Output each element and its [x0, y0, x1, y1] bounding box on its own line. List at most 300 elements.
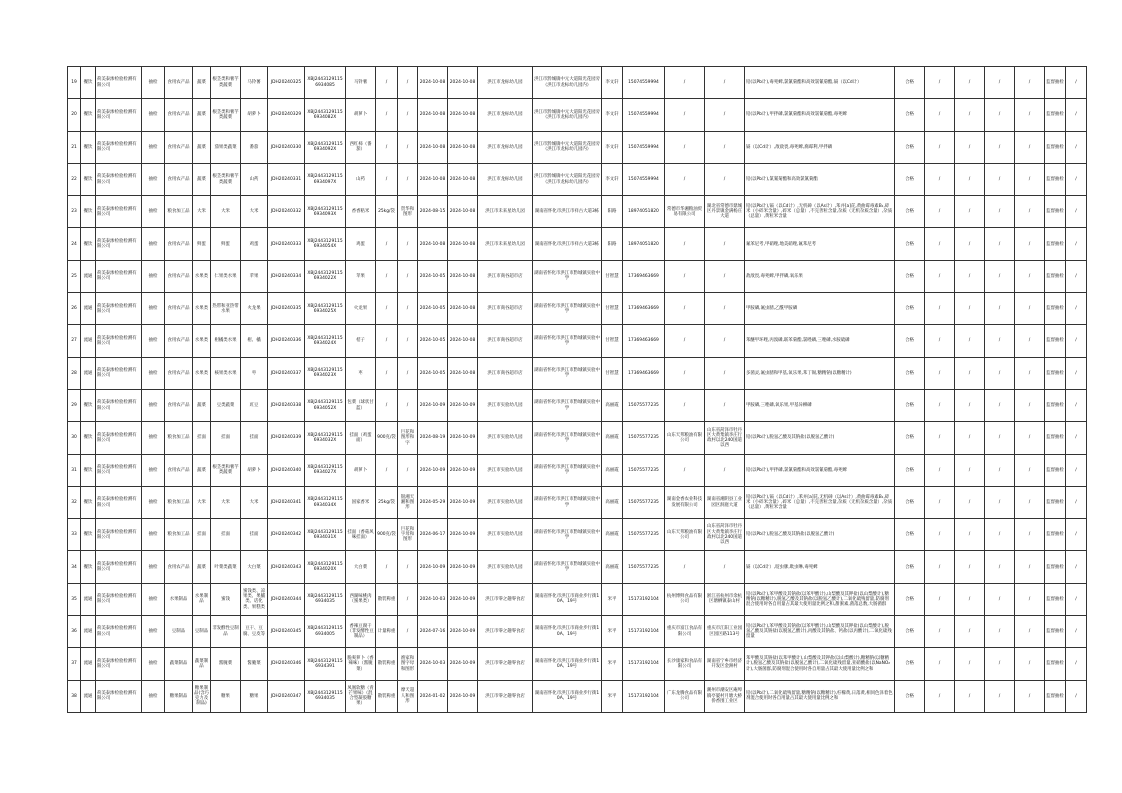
category-3-cell: 非发酵性豆制品: [211, 616, 241, 648]
spec-cell: 计量称重: [376, 616, 398, 648]
food-name-cell: 糖果: [241, 680, 268, 712]
remark-cell: /: [1066, 680, 1087, 712]
test-items-cell: 铅(以Pb计),二氧化硫残留量,糖精钠(以糖精计),柠檬黄,日落黄,相同色泽着色剂混合使用时各自用量占其最大使用量比例之和: [745, 680, 895, 712]
remark-cell: /: [1066, 422, 1087, 454]
sampling-date-cell: 2024-10-08: [448, 163, 478, 195]
manufacturer-cell: /: [665, 357, 705, 389]
inspection-agency-cell: 荷美泰渗检验检测有限公司: [96, 680, 142, 712]
contact-cell: 高丽霞: [602, 422, 623, 454]
task-type-cell: 监督抽检: [1045, 325, 1066, 357]
category-1-cell: 食用农产品: [165, 357, 193, 389]
row-number: 32: [68, 486, 81, 518]
environment-cell: 餐饮: [81, 163, 96, 195]
manufacturer-cell: /: [665, 389, 705, 421]
row-number: 27: [68, 325, 81, 357]
brand-cell: /: [398, 67, 418, 99]
task-type-cell: 监督抽检: [1045, 680, 1066, 712]
task-type-cell: 监督抽检: [1045, 551, 1066, 583]
inspection-type-cell: 抽检: [142, 389, 165, 421]
table-row: [68, 680, 1087, 712]
sampled-unit-cell: 洪江市实验幼儿园: [478, 389, 533, 421]
remark-cell: /: [1066, 228, 1087, 260]
category-1-cell: 蔬菜制品: [165, 648, 193, 680]
note-cell: /: [1015, 99, 1045, 131]
test-items-cell: 铅(以Pb计),甲拌磷,氯氰菊酯和高效氯氰菊酯,毒死蜱: [745, 454, 895, 486]
table-row: [68, 422, 1087, 454]
brand-cell: /: [398, 131, 418, 163]
remark-cell: /: [1066, 131, 1087, 163]
production-date-cell: 2024-08-15: [418, 196, 448, 228]
manufacturer-cell: 长沙康家和食品有限公司: [665, 648, 705, 680]
sampled-address-cell: 湖南省怀化市洪江市黔城镇实验中学: [533, 357, 602, 389]
note-cell: /: [1015, 422, 1045, 454]
inspection-type-cell: 抽检: [142, 422, 165, 454]
sampled-unit-cell: 洪江市龙标幼儿园: [478, 67, 533, 99]
task-type-cell: 监督抽检: [1045, 228, 1066, 260]
environment-cell: 流通: [81, 680, 96, 712]
category-3-cell: 糖果: [211, 680, 241, 712]
food-name-cell: 大米: [241, 196, 268, 228]
category-1-cell: 粮食加工品: [165, 422, 193, 454]
category-3-cell: 根茎类和薯芋类蔬菜: [211, 67, 241, 99]
manufacturer-address-cell: 重庆市江阳工业园区园区路113号: [705, 616, 745, 648]
spec-cell: /: [376, 228, 398, 260]
manufacturer-cell: 广东龙腾食品有限公司: [665, 680, 705, 712]
sampled-address-cell: 洪江市黔城镇中元大道阳光花园旁（洪江市龙标幼儿园内）: [533, 131, 602, 163]
brand-cell: /: [398, 454, 418, 486]
manufacturer-address-cell: /: [705, 131, 745, 163]
inspection-type-cell: 抽检: [142, 99, 165, 131]
note-cell: /: [985, 163, 1015, 195]
note-cell: /: [985, 648, 1015, 680]
category-2-cell: 鲜蛋: [193, 228, 211, 260]
spec-cell: /: [376, 357, 398, 389]
result-cell: 合格: [895, 486, 925, 518]
remark-cell: /: [1066, 67, 1087, 99]
table-row: [68, 648, 1087, 680]
category-2-cell: 豆制品: [193, 616, 211, 648]
note-cell: /: [985, 486, 1015, 518]
note-cell: /: [955, 325, 985, 357]
note-cell: /: [1015, 293, 1045, 325]
test-items-cell: 甲胺磷,氟虫腈,乙酰甲胺磷: [745, 293, 895, 325]
contact-cell: 米平: [602, 648, 623, 680]
note-cell: /: [985, 260, 1015, 292]
brand-cell: 贺华和图形: [398, 196, 418, 228]
note-cell: /: [1015, 389, 1045, 421]
inspection-agency-cell: 荷美泰渗检验检测有限公司: [96, 648, 142, 680]
reason-cell: /: [925, 454, 955, 486]
sample-number-cell: XBJ24431291156934025X: [305, 293, 346, 325]
sampled-address-cell: 湖南省怀化市洪江市商业步行街10A、19号: [533, 680, 602, 712]
reason-cell: /: [925, 325, 955, 357]
manufacturer-cell: 杭州博鲜食品有限公司: [665, 583, 705, 615]
task-type-cell: 监督抽检: [1045, 422, 1066, 454]
result-cell: 合格: [895, 616, 925, 648]
contact-cell: 高丽霞: [602, 519, 623, 551]
note-cell: /: [1015, 551, 1045, 583]
product-name-cell: 鸡蛋: [346, 228, 376, 260]
product-name-cell: 枣: [346, 357, 376, 389]
report-code-cell: JDH20240332: [268, 196, 305, 228]
result-cell: 合格: [895, 422, 925, 454]
phone-cell: 15074559994: [623, 99, 665, 131]
manufacturer-address-cell: /: [705, 260, 745, 292]
note-cell: /: [985, 325, 1015, 357]
inspection-type-cell: 抽检: [142, 486, 165, 518]
brand-cell: 巨花和图形和字: [398, 422, 418, 454]
sampled-unit-cell: 洪江市零之趣零食店: [478, 616, 533, 648]
environment-cell: 流通: [81, 325, 96, 357]
category-1-cell: 粮食加工品: [165, 196, 193, 228]
test-items-cell: 苯醚甲环唑,丙溴磷,联苯菊酯,氯唑磷,三唑磷,水胺硫磷: [745, 325, 895, 357]
report-code-cell: JDH20240329: [268, 99, 305, 131]
environment-cell: 餐饮: [81, 389, 96, 421]
sample-number-cell: XBJ24431291156934052X: [305, 389, 346, 421]
note-cell: /: [955, 99, 985, 131]
row-number: 38: [68, 680, 81, 712]
sampled-unit-cell: 洪江市零之趣零食店: [478, 583, 533, 615]
report-code-cell: JDH20240343: [268, 551, 305, 583]
task-type-cell: 监督抽检: [1045, 519, 1066, 551]
report-code-cell: JDH20240345: [268, 616, 305, 648]
remark-cell: /: [1066, 99, 1087, 131]
note-cell: /: [955, 196, 985, 228]
food-name-cell: 火龙果: [241, 293, 268, 325]
sample-number-cell: XBJ24431291156934035: [305, 583, 346, 615]
sampled-unit-cell: 洪江市实验幼儿园: [478, 454, 533, 486]
spec-cell: 散装称重: [376, 648, 398, 680]
sampled-unit-cell: 洪江市未来星幼儿园: [478, 196, 533, 228]
sampling-date-cell: 2024-10-08: [448, 293, 478, 325]
remark-cell: /: [1066, 357, 1087, 389]
report-code-cell: JDH20240325: [268, 67, 305, 99]
production-date-cell: 2024-10-09: [418, 389, 448, 421]
row-number: 36: [68, 616, 81, 648]
inspection-agency-cell: 荷美泰渗检验检测有限公司: [96, 163, 142, 195]
category-1-cell: 食用农产品: [165, 260, 193, 292]
reason-cell: /: [925, 357, 955, 389]
task-type-cell: 监督抽检: [1045, 67, 1066, 99]
phone-cell: 17369463669: [623, 325, 665, 357]
task-type-cell: 监督抽检: [1045, 389, 1066, 421]
table-row: [68, 228, 1087, 260]
result-cell: 合格: [895, 67, 925, 99]
category-3-cell: 酱腌菜: [211, 648, 241, 680]
note-cell: /: [955, 228, 985, 260]
brand-cell: /: [398, 325, 418, 357]
note-cell: /: [985, 357, 1015, 389]
sample-number-cell: XBJ24431291156934032X: [305, 422, 346, 454]
note-cell: /: [955, 454, 985, 486]
brand-cell: /: [398, 260, 418, 292]
table-row: [68, 196, 1087, 228]
brand-cell: /: [398, 293, 418, 325]
product-name-cell: 香辣豆腐干（非发酵性豆制品）: [346, 616, 376, 648]
phone-cell: 15075577235: [623, 422, 665, 454]
category-2-cell: 蔬菜: [193, 551, 211, 583]
product-name-cell: 凤凰软糖（青芒果味）（混合型凝胶糖果）: [346, 680, 376, 712]
contact-cell: 高丽霞: [602, 551, 623, 583]
reason-cell: /: [925, 680, 955, 712]
sampling-date-cell: 2024-10-08: [448, 260, 478, 292]
food-name-cell: 马铃薯: [241, 67, 268, 99]
food-name-cell: 大米: [241, 486, 268, 518]
remark-cell: /: [1066, 616, 1087, 648]
phone-cell: 15173192104: [623, 583, 665, 615]
sample-number-cell: XBJ24431291156934005: [305, 616, 346, 648]
task-type-cell: 监督抽检: [1045, 486, 1066, 518]
inspection-type-cell: 抽检: [142, 616, 165, 648]
result-cell: 合格: [895, 519, 925, 551]
remark-cell: /: [1066, 648, 1087, 680]
sample-number-cell: XBJ24431291156934054X: [305, 228, 346, 260]
environment-cell: 流通: [81, 293, 96, 325]
category-1-cell: 食用农产品: [165, 454, 193, 486]
manufacturer-address-cell: 山东省菏泽市牡丹区大黄集镇李庄行政村以北240国道以西: [705, 422, 745, 454]
remark-cell: /: [1066, 196, 1087, 228]
sampled-address-cell: 湖南省怀化市洪江市商业步行街10A、19号: [533, 583, 602, 615]
contact-cell: 甘智慧: [602, 325, 623, 357]
product-name-cell: 脆爽萝卜（香辣味）（酱腌菜）: [346, 648, 376, 680]
table-row: [68, 131, 1087, 163]
manufacturer-cell: 山东天邦粮油有限公司: [665, 519, 705, 551]
task-type-cell: 监督抽检: [1045, 357, 1066, 389]
brand-cell: /: [398, 583, 418, 615]
production-date-cell: 2024-10-03: [418, 583, 448, 615]
category-2-cell: 蔬菜: [193, 389, 211, 421]
phone-cell: 17369463669: [623, 260, 665, 292]
category-3-cell: 大米: [211, 196, 241, 228]
category-2-cell: 水果类: [193, 325, 211, 357]
report-code-cell: JDH20240342: [268, 519, 305, 551]
product-name-cell: 山药: [346, 163, 376, 195]
inspection-agency-cell: 荷美泰渗检验检测有限公司: [96, 422, 142, 454]
product-name-cell: 挂面（香菇风味挂面）: [346, 519, 376, 551]
environment-cell: 餐饮: [81, 131, 96, 163]
row-number: 34: [68, 551, 81, 583]
food-name-cell: 胡萝卜: [241, 99, 268, 131]
production-date-cell: 2024-10-09: [418, 551, 448, 583]
brand-cell: /: [398, 616, 418, 648]
phone-cell: 15075577235: [623, 389, 665, 421]
reason-cell: /: [925, 389, 955, 421]
food-name-cell: 柑、橘: [241, 325, 268, 357]
category-2-cell: 蔬菜: [193, 454, 211, 486]
category-1-cell: 食用农产品: [165, 389, 193, 421]
remark-cell: /: [1066, 389, 1087, 421]
category-3-cell: 挂面: [211, 519, 241, 551]
sampling-date-cell: 2024-10-09: [448, 422, 478, 454]
note-cell: /: [955, 293, 985, 325]
test-items-cell: 敌敌畏,毒死蜱,甲拌磷,氧乐果: [745, 260, 895, 292]
table-row: [68, 357, 1087, 389]
reason-cell: /: [925, 293, 955, 325]
sampled-address-cell: 湖南省怀化市洪江市黔城镇实验中学: [533, 422, 602, 454]
report-code-cell: JDH20240334: [268, 260, 305, 292]
environment-cell: 流通: [81, 583, 96, 615]
category-3-cell: 挂面: [211, 422, 241, 454]
product-name-cell: 桔子: [346, 325, 376, 357]
note-cell: /: [1015, 196, 1045, 228]
phone-cell: 17369463669: [623, 357, 665, 389]
manufacturer-cell: /: [665, 228, 705, 260]
contact-cell: 米平: [602, 583, 623, 615]
production-date-cell: 2024-10-08: [418, 163, 448, 195]
sampling-date-cell: 2024-10-08: [448, 196, 478, 228]
result-cell: 合格: [895, 680, 925, 712]
category-1-cell: 食用农产品: [165, 163, 193, 195]
inspection-agency-cell: 荷美泰渗检验检测有限公司: [96, 99, 142, 131]
reason-cell: /: [925, 551, 955, 583]
phone-cell: 15074559994: [623, 131, 665, 163]
spec-cell: /: [376, 551, 398, 583]
inspection-agency-cell: 荷美泰渗检验检测有限公司: [96, 196, 142, 228]
food-name-cell: 豆干、豆腐、豆皮等: [241, 616, 268, 648]
reason-cell: /: [925, 583, 955, 615]
manufacturer-address-cell: /: [705, 67, 745, 99]
production-date-cell: 2024-01-02: [418, 680, 448, 712]
phone-cell: 15074559994: [623, 163, 665, 195]
inspection-agency-cell: 荷美泰渗检验检测有限公司: [96, 519, 142, 551]
row-number: 25: [68, 260, 81, 292]
category-2-cell: 水果制品: [193, 583, 211, 615]
inspection-type-cell: 抽检: [142, 196, 165, 228]
manufacturer-cell: /: [665, 551, 705, 583]
task-type-cell: 监督抽检: [1045, 648, 1066, 680]
inspection-type-cell: 抽检: [142, 357, 165, 389]
report-code-cell: JDH20240338: [268, 389, 305, 421]
row-number: 35: [68, 583, 81, 615]
remark-cell: /: [1066, 293, 1087, 325]
report-code-cell: JDH20240330: [268, 131, 305, 163]
food-name-cell: 番茄: [241, 131, 268, 163]
sample-number-cell: XBJ24431291156934092X: [305, 131, 346, 163]
sampling-date-cell: 2024-10-08: [448, 131, 478, 163]
product-name-cell: 香香粘米: [346, 196, 376, 228]
task-type-cell: 监督抽检: [1045, 260, 1066, 292]
sample-number-cell: XBJ24431291156934082X: [305, 99, 346, 131]
sampled-unit-cell: 洪江市商谷超市店: [478, 260, 533, 292]
note-cell: /: [1015, 680, 1045, 712]
row-number: 20: [68, 99, 81, 131]
note-cell: /: [985, 616, 1015, 648]
result-cell: 合格: [895, 325, 925, 357]
manufacturer-cell: /: [665, 260, 705, 292]
production-date-cell: 2024-10-05: [418, 260, 448, 292]
production-date-cell: 2024-10-09: [418, 454, 448, 486]
product-name-cell: 大白菜: [346, 551, 376, 583]
remark-cell: /: [1066, 486, 1087, 518]
sample-number-cell: XBJ24431291156934097X: [305, 163, 346, 195]
product-name-cell: 西红柿（番茄）: [346, 131, 376, 163]
remark-cell: /: [1066, 519, 1087, 551]
phone-cell: 15173192104: [623, 680, 665, 712]
product-name-cell: 挂面（鸡蛋面）: [346, 422, 376, 454]
sampled-address-cell: 湖南省怀化市洪江市黔城镇实验中学: [533, 486, 602, 518]
note-cell: /: [1015, 163, 1045, 195]
note-cell: /: [985, 454, 1015, 486]
table-row: [68, 260, 1087, 292]
food-name-cell: 挂面: [241, 422, 268, 454]
note-cell: /: [955, 486, 985, 518]
test-items-cell: 铅(以Pb计),镉（以Cd计）,无机砷（以As计）,苯并[a]芘,黄曲霉毒素B₁,碎米（小碎米含量）,碎米（总量）,不完善粒含量,杂质（无机杂质含量）,杂质（总量）,黄粒米含量: [745, 196, 895, 228]
task-type-cell: 监督抽检: [1045, 583, 1066, 615]
result-cell: 合格: [895, 99, 925, 131]
sampled-address-cell: 湖南省怀化市洪江市祥古大道3栋: [533, 196, 602, 228]
phone-cell: 15173192104: [623, 648, 665, 680]
environment-cell: 餐饮: [81, 454, 96, 486]
report-code-cell: JDH20240346: [268, 648, 305, 680]
inspection-type-cell: 抽检: [142, 67, 165, 99]
sampling-date-cell: 2024-10-08: [448, 67, 478, 99]
production-date-cell: 2024-06-17: [418, 519, 448, 551]
table-row: [68, 163, 1087, 195]
note-cell: /: [985, 680, 1015, 712]
category-3-cell: 叶菜类蔬菜: [211, 551, 241, 583]
result-cell: 合格: [895, 196, 925, 228]
row-number: 31: [68, 454, 81, 486]
row-number: 37: [68, 648, 81, 680]
category-3-cell: 根茎类和薯芋类蔬菜: [211, 454, 241, 486]
food-name-cell: 豇豆: [241, 389, 268, 421]
inspection-agency-cell: 荷美泰渗检验检测有限公司: [96, 325, 142, 357]
note-cell: /: [955, 422, 985, 454]
reason-cell: /: [925, 228, 955, 260]
category-1-cell: 食用农产品: [165, 551, 193, 583]
sample-number-cell: XBJ24431291156934027X: [305, 454, 346, 486]
task-type-cell: 监督抽检: [1045, 293, 1066, 325]
contact-cell: 甘智慧: [602, 293, 623, 325]
spec-cell: 25kg/袋: [376, 196, 398, 228]
note-cell: /: [955, 616, 985, 648]
brand-cell: /: [398, 99, 418, 131]
environment-cell: 餐饮: [81, 67, 96, 99]
category-1-cell: 食用农产品: [165, 67, 193, 99]
spec-cell: 900克/袋: [376, 519, 398, 551]
category-3-cell: 豆类蔬菜: [211, 389, 241, 421]
note-cell: /: [1015, 583, 1045, 615]
spec-cell: /: [376, 99, 398, 131]
environment-cell: 餐饮: [81, 99, 96, 131]
test-items-cell: 铅(以Pb计),镉（以Cd计）,苯并[a]芘,无机砷（以As计）,黄曲霉毒素B₁,碎米（小碎米含量）,碎米（总量）,不完善粒含量,杂质（无机杂质含量）,杂质（总量）,黄粒米含量: [745, 486, 895, 518]
test-items-cell: 甲胺磷,三唑磷,氧乐果,甲基异柳磷: [745, 389, 895, 421]
note-cell: /: [1015, 131, 1045, 163]
contact-cell: 高丽霞: [602, 454, 623, 486]
task-type-cell: 监督抽检: [1045, 454, 1066, 486]
table-row: [68, 325, 1087, 357]
sampled-unit-cell: 洪江市龙标幼儿园: [478, 131, 533, 163]
manufacturer-address-cell: /: [705, 163, 745, 195]
spec-cell: 散装称重: [376, 680, 398, 712]
category-2-cell: 挂面: [193, 519, 211, 551]
production-date-cell: 2024-10-08: [418, 131, 448, 163]
table-row: [68, 551, 1087, 583]
reason-cell: /: [925, 486, 955, 518]
table-row: [68, 486, 1087, 518]
sampled-address-cell: 洪江市黔城镇中元大道阳光花园旁（洪江市龙标幼儿园内）: [533, 67, 602, 99]
manufacturer-cell: /: [665, 99, 705, 131]
sampled-unit-cell: 洪江市商谷超市店: [478, 293, 533, 325]
sampling-date-cell: 2024-10-09: [448, 616, 478, 648]
note-cell: /: [1015, 67, 1045, 99]
environment-cell: 餐饮: [81, 422, 96, 454]
table-row: [68, 67, 1087, 99]
sampled-address-cell: 湖南省怀化市洪江市祥古大道3栋: [533, 228, 602, 260]
result-cell: 合格: [895, 551, 925, 583]
environment-cell: 流通: [81, 260, 96, 292]
sample-number-cell: XBJ24431291156934093X: [305, 196, 346, 228]
